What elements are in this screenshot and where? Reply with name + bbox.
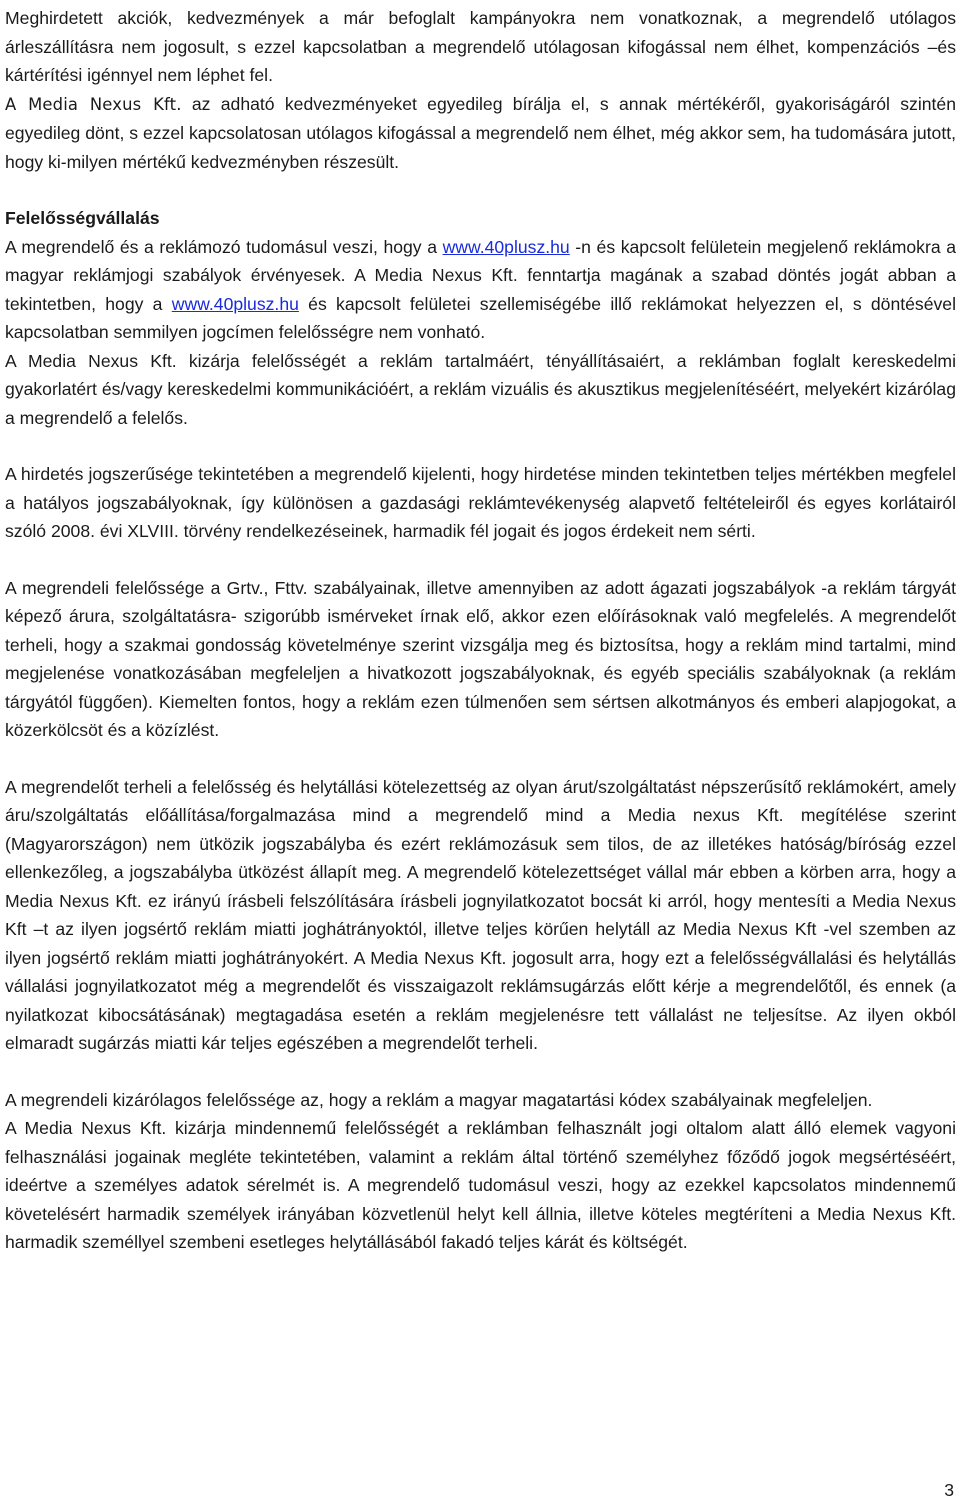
paragraph-client-obligations: A megrendelőt terheli a felelősség és helytállási kötelezettség az olyan árut/szolgáltatást népszerűsítő reklámokért, amely áru/szolgáltatás előállítása/forgalmazása mind a megrendelő mind a Media nexus Kft. megítélése szerint (Magyarországon) nem ütközik jogszabályba és ezért reklámozásuk sem tilos, de az illetékes hatóság/bíróság ezzel ellenkezőleg, a jogszabályba ütközést állapít meg. A megrendelő kötelezettséget vállal már ebben a körben arra, hogy a Media Nexus Kft. ez irányú írásbeli felszólítására írásbeli jognyilatkozatot bocsát ki arról, hogy mentesíti a Media Nexus Kft –t az ilyen jogsértő reklám miatti joghátrányoktól, illetve teljes körűen helytáll az Media Nexus Kft -vel szemben az ilyen jogsértő reklám miatti joghátrányokért. A Media Nexus Kft. jogosult arra, hogy ezt a felelősségvállalási és helytállás vállalási jognyilatkozatot még a megrendelőt és visszaigazolt reklámsugárzás előtt kérje a megrendelőtől, és ennek (a nyilatkozat kibocsátásának) megtagadása esetén a reklám megjelenésre tett vállalást ne teljesítse. Az ilyen okból elmaradt sugárzás miatti kár teljes egészében a megrendelőt terheli. <box>5 776 956 1053</box>
paragraph-discounts: Meghirdetett akciók, kedvezmények a már befoglalt kampányokra nem vonatkoznak, a megrendelő utólagos árleszállításra nem jogosult, s ezzel kapcsolatban a megrendelő utólagosan kifogással nem élhet, kompenzációs –és kártérítési igénnyel nem léphet fel. <box>5 8 956 85</box>
section-heading: Felelősségvállalás <box>5 208 160 228</box>
page-number: 3 <box>944 1480 954 1500</box>
spacer <box>5 176 956 204</box>
paragraph-ip-liability: A Media Nexus Kft. kizárja mindennemű felelősségét a reklámban felhasznált jogi oltalom alatt álló elemek vagyoni felhasználási jogainak megléte tekintetében, valamint a reklám által történő személyhez főződő jogok megsértéséért, ideértve a személyes adatok sérelmét is. A megrendelő tudomásul veszi, hogy az ezekkel kapcsolatos mindennemű követelésért harmadik személyek irányában közvetlenül helyt kell állnia, illetve köteles megtéríteni a Media Nexus Kft. harmadik személlyel szembeni esetleges helytállásából fakadó teljes kárát és költségét. <box>5 1118 956 1252</box>
spacer <box>5 546 956 574</box>
spacer <box>5 745 956 773</box>
website-link[interactable]: www.40plusz.hu <box>442 236 570 257</box>
website-link-2[interactable]: www.40plusz.hu <box>171 293 299 314</box>
paragraph-advertising-rules-b: -n és kapcsolt felületein megjelenő reklámokra a magyar reklámjogi szabályok érvényesek. A Media Nexus Kft. fenntartja magának a szabad döntés jogát abban a tekintetben, hogy a <box>5 236 956 314</box>
paragraph-advertising-rules-c: és kapcsolt felületei szellemiségébe illő reklámokat helyezzen el, s döntésével kapcsolatban semmilyen jogcímen felelősségre nem vonható. <box>5 293 956 342</box>
spacer <box>5 1058 956 1086</box>
paragraph-liability-exclusion: A Media Nexus Kft. kizárja felelősségét a reklám tartalmáért, tényállításaiért, a reklámban foglalt kereskedelmi gyakorlatért és/vagy kereskedelmi kommunikációért, a reklám vizuális és akusztikus megjelenítéséért, melyekért kizárólag a megrendelő a felelős. <box>5 350 956 428</box>
company-name: A Media Nexus Kft. <box>5 94 182 114</box>
paragraph-discount-evaluation-text: az adható kedvezményeket egyedileg bírálja el, s annak mértékéről, gyakoriságáról szintén egyedileg dönt, s ezzel kapcsolatosan utólagos kifogással a megrendelő nem élhet, még akkor sem, ha tudomására jutott, hogy ki-milyen mértékű kedvezményben részesült. <box>5 93 956 172</box>
paragraph-client-responsibility: A megrendeli felelőssége a Grtv., Fttv. szabályainak, illetve amennyiben az adott ágazati jogszabályok -a reklám tárgyát képező árura, szolgáltatásra- szigorúbb ismérveket írnak elő, akkor ezen előírásoknak való megfelelés. A megrendelőt terheli, hogy a szakmai gondosság követelménye szerint vizsgálja meg és biztosítsa, hogy a reklám mind tartalmi, mind megjelenése vonatkozásában megfeleljen a hivatkozott jogszabályoknak, és egyéb speciális szabályoknak (a reklám tárgyától függően). Kiemelten fontos, hogy a reklám ezen túlmenően sem sértsen alkotmányos és emberi alapjogokat, a közerkölcsöt és a közízlést. <box>5 577 956 740</box>
document-page <box>5 4 956 1257</box>
spacer <box>5 432 956 460</box>
paragraph-advertising-rules <box>5 233 956 347</box>
paragraph-discount-evaluation <box>5 90 956 177</box>
paragraph-advertising-rules-a: A megrendelő és a reklámozó tudomásul veszi, hogy a <box>5 236 443 257</box>
paragraph-code-of-conduct: A megrendeli kizárólagos felelőssége az, hogy a reklám a magyar magatartási kódex szabályainak megfeleljen. <box>5 1089 873 1110</box>
paragraph-legality: A hirdetés jogszerűsége tekintetében a megrendelő kijelenti, hogy hirdetése minden tekintetben teljes mértékben megfelel a hatályos jogszabályoknak, így különösen a gazdasági reklámtevékenység alapvető feltételeiről és egyes korlátairól szóló 2008. évi XLVIII. törvény rendelkezéseinek, harmadik fél jogait és jogos érdekeit nem sérti. <box>5 464 956 541</box>
